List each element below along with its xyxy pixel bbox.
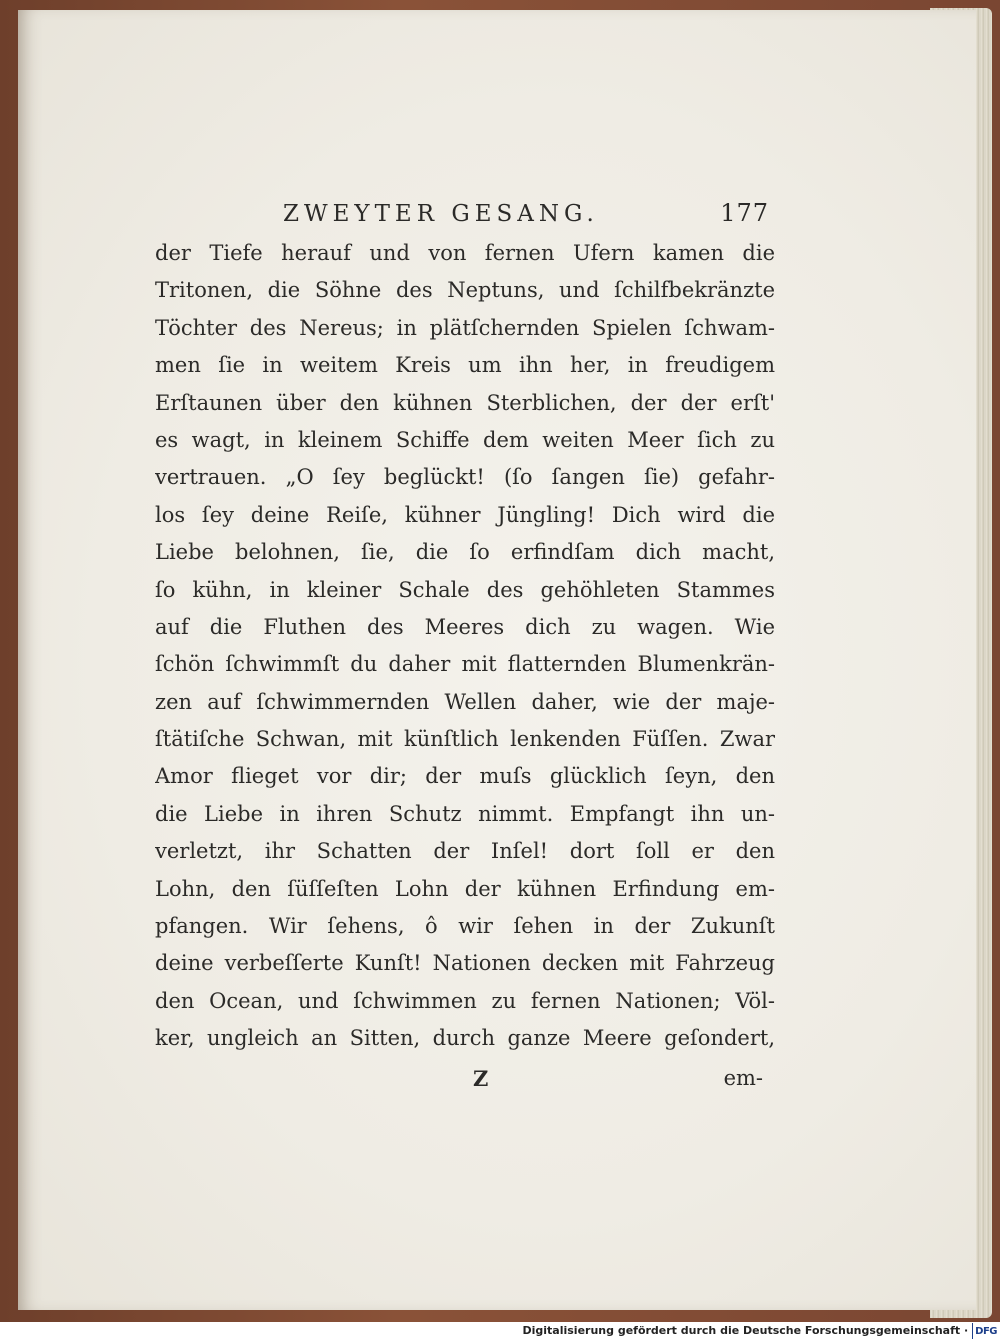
text-line: Liebe belohnen, ſie, die ſo erfindſam dich macht, — [155, 540, 775, 565]
text-line: Tritonen, die Söhne des Neptuns, und ſchilfbekränzte — [155, 278, 775, 303]
text-line: den Ocean, und ſchwimmen zu fernen Nationen; Völ- — [155, 988, 775, 1013]
text-line: auf die Fluthen des Meeres dich zu wagen. Wie — [155, 614, 775, 639]
dfg-logo: DFG — [972, 1323, 997, 1339]
text-line: die Liebe in ihren Schutz nimmt. Empfangt ihn un- — [155, 801, 775, 826]
text-line: ſtätiſche Schwan, mit künſtlich lenkenden Füſſen. Zwar — [155, 727, 775, 752]
text-line: zen auf ſchwimmernden Wellen daher, wie der maje- — [155, 689, 775, 714]
catchword: em- — [723, 1065, 763, 1090]
running-head-title: ZWEYTER GESANG. — [283, 201, 599, 227]
page-number: 177 — [720, 199, 769, 227]
credit-text: Digitalisierung gefördert durch die Deutsche Forschungsgemeinschaft · — [522, 1324, 969, 1337]
text-line: Erſtaunen über den kühnen Sterblichen, der der erſt' — [155, 390, 775, 415]
text-line: pfangen. Wir ſehens, ô wir ſehen in der Zukunſt — [155, 914, 775, 939]
text-line: es wagt, in kleinem Schiffe dem weiten Meer ſich zu — [155, 427, 775, 452]
running-head — [155, 195, 775, 235]
page-footer — [155, 1060, 775, 1100]
text-line: ker, ungleich an Sitten, durch ganze Meere geſondert, — [155, 1026, 775, 1051]
text-line: Töchter des Nereus; in plätſchernden Spielen ſchwam- — [155, 315, 775, 340]
text-line: Lohn, den ſüſſeſten Lohn der kühnen Erfindung em- — [155, 876, 775, 901]
text-line: der Tiefe herauf und von fernen Ufern kamen die — [155, 241, 775, 265]
text-line: los ſey deine Reiſe, kühner Jüngling! Dich wird die — [155, 502, 775, 527]
text-line: deine verbeſſerte Kunſt! Nationen decken mit Fahrzeug — [155, 951, 775, 976]
text-line: men ſie in weitem Kreis um ihn her, in freudigem — [155, 353, 775, 378]
digitization-credit — [0, 1322, 1000, 1339]
text-line: vertrauen. „O ſey beglückt! (ſo ſangen ſie) gefahr- — [155, 465, 775, 490]
text-line: verletzt, ihr Schatten der Inſel! dort ſoll er den — [155, 839, 775, 864]
signature-mark: Z — [473, 1065, 489, 1091]
text-line: ſo kühn, in kleiner Schale des gehöhleten Stammes — [155, 577, 775, 602]
text-line: ſchön ſchwimmſt du daher mit flatternden Blumenkrän- — [155, 652, 775, 677]
page-text-block — [155, 195, 775, 1100]
text-line: Amor flieget vor dir; der muſs glücklich ſeyn, den — [155, 764, 775, 789]
